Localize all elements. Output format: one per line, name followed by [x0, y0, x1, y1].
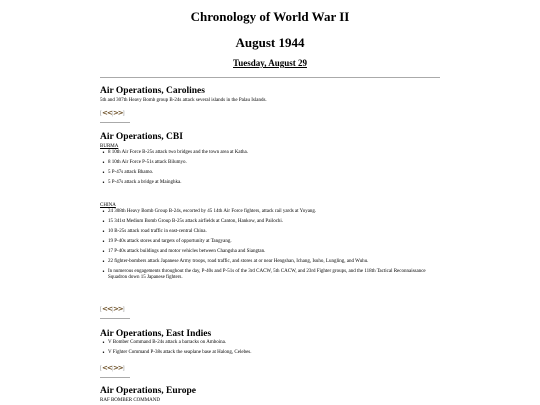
list-item: • 19 P-40s attack stores and targets of opportunity at Tangyang. — [100, 239, 440, 245]
next-link[interactable]: >> — [112, 109, 123, 117]
list-item: • 22 fighter-bombers attack Japanese Army troops, road traffic, and stores at or near Hengshan, Ichang, Isuho, Lungling, and Wuhu. — [100, 259, 440, 265]
list-item: • 5 P-47s attack a bridge at Mainghka. — [100, 180, 440, 186]
list-item: • V Bomber Command B-24s attack a barracks on Amboina. — [100, 340, 440, 346]
nav-links-east-indies: [<<|>>] — [100, 364, 125, 372]
next-link[interactable]: >> — [112, 364, 123, 372]
page-title: Chronology of World War II — [190, 9, 350, 24]
china-list — [100, 209, 440, 285]
subsection-label-raf-bomber-command: RAF BOMBER COMMAND — [100, 398, 161, 403]
section-heading-east-indies: Air Operations, East Indies — [100, 329, 212, 339]
page-month: August 1944 — [235, 35, 305, 50]
nav-links-cbi: [<<|>>] — [100, 305, 125, 313]
list-item: • 8 10th Air Force B-25s attack two bridges and the town area at Katha. — [100, 150, 440, 156]
list-item: • 8 10th Air Force P-51s attack Bilumyo. — [100, 160, 440, 166]
list-item: • 17 P-40s attack buildings and motor vehicles between Changsha and Siangtan. — [100, 249, 440, 255]
page-date: Tuesday, August 29 — [233, 58, 307, 68]
prev-link[interactable]: << — [102, 364, 112, 372]
subsection-label-china: CHINA — [100, 203, 116, 208]
prev-link[interactable]: << — [102, 109, 112, 117]
burma-list — [100, 150, 440, 190]
section-divider — [100, 122, 130, 123]
section-heading-europe: Air Operations, Europe — [100, 386, 196, 396]
list-item: • 10 B-25s attack road traffic in east-central China. — [100, 229, 440, 235]
prev-link[interactable]: << — [102, 305, 112, 313]
list-item: • 5 P-47s attack Bhamo. — [100, 170, 440, 176]
header-divider — [100, 77, 440, 78]
section-heading-carolines: Air Operations, Carolines — [100, 86, 205, 96]
list-item: • 24 308th Heavy Bomb Group B-24s, escorted by 45 14th Air Force fighters, attack rail yards at Yoyang. — [100, 209, 440, 215]
list-item: • 15 341st Medium Bomb Group B-25s attack airfields at Canton, Hankow, and Pailochi. — [100, 219, 440, 225]
nav-links-carolines: [<<|>>] — [100, 109, 125, 117]
section-divider — [100, 318, 130, 319]
list-item: • V Fighter Command P-38s attack the seaplane base at Halong, Celebes. — [100, 350, 440, 356]
section-divider — [100, 377, 130, 378]
east-indies-list — [100, 340, 440, 360]
section-heading-cbi: Air Operations, CBI — [100, 132, 183, 142]
list-item: • In numerous engagements throughout the day, P-40s and P-51s of the 3rd CACW, 5th CACW, and 23rd Fighter groups, and the 118th Tactical Reconnaissance Squadron down 15 Japanese fighters. — [100, 269, 440, 281]
subsection-label-burma: BURMA — [100, 144, 119, 149]
next-link[interactable]: >> — [112, 305, 123, 313]
section-text-carolines: 5th and 307th Heavy Bomb group B-24s attack several islands in the Palau Islands. — [100, 98, 267, 103]
